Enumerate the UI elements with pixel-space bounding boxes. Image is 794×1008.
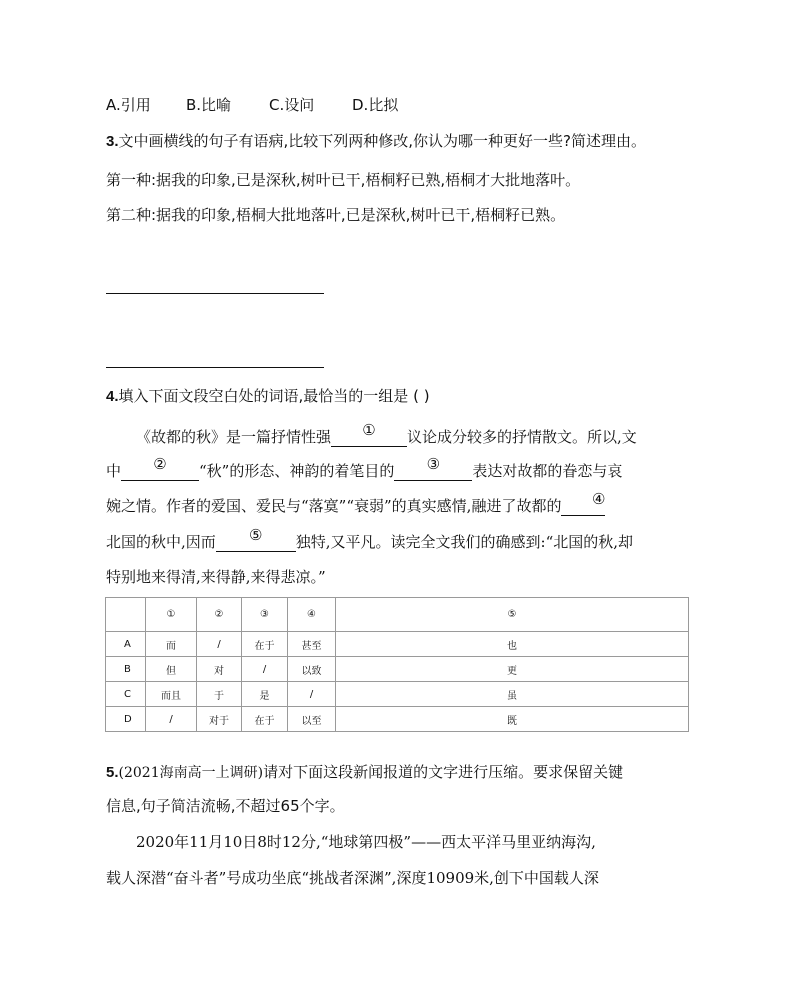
table-cell: 更: [336, 657, 689, 682]
option-a: A.引用: [106, 96, 151, 114]
table-cell: 虽: [336, 682, 689, 707]
news-line-1: 2020年11月10日8时12分,“地球第四极”——西太平洋马里亚纳海沟,: [136, 833, 596, 851]
option-b: B.比喻: [186, 96, 232, 114]
passage-line-1: [136, 421, 637, 447]
row-label: A: [106, 632, 146, 657]
passage-text: 中: [106, 462, 122, 480]
blank-1[interactable]: [331, 421, 407, 447]
table-cell: 对于: [197, 707, 242, 732]
table-row[interactable]: [106, 682, 689, 707]
table-cell: 但: [146, 657, 197, 682]
question-3-text: 文中画横线的句子有语病,比较下列两种修改,你认为哪一种更好一些?简述理由。: [118, 132, 647, 150]
option-c: C.设问: [269, 96, 315, 114]
answer-line-1[interactable]: [106, 293, 324, 294]
passage-line-5: 特别地来得清,来得静,来得悲凉。”: [106, 568, 326, 586]
passage-text: 北国的秋中,因而: [106, 533, 216, 551]
table-cell: /: [146, 707, 197, 732]
table-row[interactable]: [106, 707, 689, 732]
table-cell: 而: [146, 632, 197, 657]
blank-4[interactable]: [561, 490, 606, 516]
blank-2[interactable]: [121, 455, 199, 481]
passage-line-2: [106, 455, 623, 481]
table-cell: 而且: [146, 682, 197, 707]
blank-5[interactable]: [216, 526, 296, 552]
table-header-row: [106, 598, 689, 632]
question-4-text: 填入下面文段空白处的词语,最恰当的一组是: [118, 387, 409, 405]
table-header-cell: ③: [242, 598, 288, 632]
q3-second-option: 第二种:据我的印象,梧桐大批地落叶,已是深秋,树叶已干,梧桐籽已熟。: [106, 206, 566, 224]
question-4-number: 4.: [106, 388, 119, 405]
option-d: D.比拟: [352, 96, 399, 114]
passage-text: 《故都的秋》是一篇抒情性强: [136, 428, 332, 446]
table-cell: 甚至: [288, 632, 336, 657]
table-cell: 在于: [242, 632, 288, 657]
blank-2-label: ②: [153, 455, 167, 473]
table-header-cell: ①: [146, 598, 197, 632]
table-cell: /: [197, 632, 242, 657]
question-3-number: 3.: [106, 133, 119, 150]
passage-text: 表达对故都的眷恋与哀: [472, 462, 623, 480]
question-5-number: 5.: [106, 764, 119, 781]
passage-text: 独特,又平凡。读完全文我们的确感到:“北国的秋,却: [295, 533, 634, 551]
choice-table: [105, 597, 689, 732]
row-label: B: [106, 657, 146, 682]
news-line-2: 载人深潜“奋斗者”号成功坐底“挑战者深渊”,深度10909米,创下中国载人深: [106, 869, 599, 887]
table-row[interactable]: [106, 632, 689, 657]
blank-3[interactable]: [394, 455, 472, 481]
table-cell: /: [242, 657, 288, 682]
table-cell: 以至: [288, 707, 336, 732]
question-5-source: (2021海南高一上调研): [118, 765, 264, 781]
answer-line-2[interactable]: [106, 367, 324, 368]
blank-5-label: ⑤: [249, 526, 263, 544]
row-label: C: [106, 682, 146, 707]
passage-line-4: [106, 526, 634, 552]
passage-text: 婉之情。作者的爱国、爱民与“落寞”“衰弱”的真实感情,融进了故都的: [106, 497, 562, 515]
table-cell: 于: [197, 682, 242, 707]
row-label: D: [106, 707, 146, 732]
question-4: [106, 386, 430, 407]
table-header-cell: ④: [288, 598, 336, 632]
q3-first-option: 第一种:据我的印象,已是深秋,树叶已干,梧桐籽已熟,梧桐才大批地落叶。: [106, 171, 581, 189]
table-header-cell: ②: [197, 598, 242, 632]
passage-text: “秋”的形态、神韵的着笔目的: [199, 462, 395, 480]
blank-3-label: ③: [426, 455, 441, 473]
question-5-text-line-2: 信息,句子简洁流畅,不超过65个字。: [106, 797, 345, 815]
answer-bracket[interactable]: ( ): [413, 387, 430, 405]
table-cell: 在于: [242, 707, 288, 732]
table-cell: 对: [197, 657, 242, 682]
passage-text: 议论成分较多的抒情散文。所以,文: [407, 428, 637, 446]
table-cell: 既: [336, 707, 689, 732]
question-5: [106, 762, 623, 783]
table-cell: 也: [336, 632, 689, 657]
passage-line-3: [106, 490, 606, 516]
table-cell: /: [288, 682, 336, 707]
blank-1-label: ①: [362, 421, 376, 439]
question-3: [106, 131, 646, 152]
table-cell: 以致: [288, 657, 336, 682]
blank-4-label: ④: [592, 490, 606, 508]
table-row[interactable]: [106, 657, 689, 682]
table-cell: 是: [242, 682, 288, 707]
table-cell: [106, 598, 146, 632]
table-header-cell: ⑤: [336, 598, 689, 632]
question-5-text: 请对下面这段新闻报道的文字进行压缩。要求保留关键: [263, 763, 624, 781]
